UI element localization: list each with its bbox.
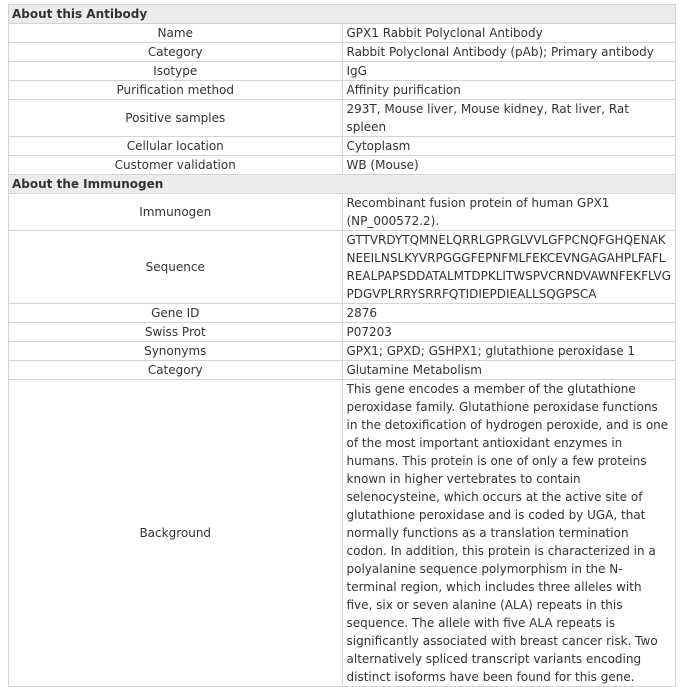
row-value: 2876: [342, 304, 676, 323]
table-row-positive-samples: [9, 100, 676, 137]
row-value: P07203: [342, 323, 676, 342]
product-info: [8, 4, 676, 687]
row-value: Rabbit Polyclonal Antibody (pAb); Primary antibody: [342, 43, 676, 62]
table-row-cellular-location: [9, 137, 676, 156]
table-row-background: [9, 380, 676, 687]
row-value: 293T, Mouse liver, Mouse kidney, Rat liver, Rat spleen: [342, 100, 676, 137]
row-value: This gene encodes a member of the glutathione peroxidase family. Glutathione peroxidase functions in the detoxification of hydrogen peroxide, and is one of the most important antioxidant enzymes in humans. This protein is one of only a few proteins known in higher vertebrates to contain selenocysteine, which occurs at the active site of glutathione peroxidase and is coded by UGA, that normally functions as a translation termination codon. In addition, this protein is characterized in a polyalanine sequence polymorphism in the N-terminal region, which includes three alleles with five, six or seven alanine (ALA) repeats in this sequence. The allele with five ALA repeats is significantly associated with breast cancer risk. Two alternatively spliced transcript variants encoding distinct isoforms have been found for this gene.: [342, 380, 676, 687]
section-header-immunogen: [9, 175, 676, 194]
row-label: Customer validation: [9, 156, 343, 175]
section-header-antibody: [9, 5, 676, 24]
info-table: [8, 4, 676, 687]
row-label: Gene ID: [9, 304, 343, 323]
table-row-swiss-prot: [9, 323, 676, 342]
row-value: Recombinant fusion protein of human GPX1 (NP_000572.2).: [342, 194, 676, 231]
table-row-immunogen-category: [9, 361, 676, 380]
row-value: IgG: [342, 62, 676, 81]
row-value: Affinity purification: [342, 81, 676, 100]
row-label: Category: [9, 361, 343, 380]
table-row-sequence: [9, 231, 676, 304]
row-label: Positive samples: [9, 100, 343, 137]
table-row-purification: [9, 81, 676, 100]
row-label: Cellular location: [9, 137, 343, 156]
table-row-synonyms: [9, 342, 676, 361]
row-value: Glutamine Metabolism: [342, 361, 676, 380]
section-title: About the Immunogen: [9, 175, 676, 194]
row-label: Isotype: [9, 62, 343, 81]
row-value: GPX1; GPXD; GSHPX1; glutathione peroxidase 1: [342, 342, 676, 361]
table-row-immunogen: [9, 194, 676, 231]
table-row-name: [9, 24, 676, 43]
row-value: GPX1 Rabbit Polyclonal Antibody: [342, 24, 676, 43]
row-label: Background: [9, 380, 343, 687]
table-row-category: [9, 43, 676, 62]
row-value: Cytoplasm: [342, 137, 676, 156]
row-label: Immunogen: [9, 194, 343, 231]
row-label: Swiss Prot: [9, 323, 343, 342]
table-row-gene-id: [9, 304, 676, 323]
row-label: Purification method: [9, 81, 343, 100]
row-value: WB (Mouse): [342, 156, 676, 175]
row-label: Sequence: [9, 231, 343, 304]
row-label: Synonyms: [9, 342, 343, 361]
row-label: Category: [9, 43, 343, 62]
table-row-isotype: [9, 62, 676, 81]
table-row-customer-validation: [9, 156, 676, 175]
section-title: About this Antibody: [9, 5, 676, 24]
row-value: GTTVRDYTQMNELQRRLGPRGLVVLGFPCNQFGHQENAKNEEILNSLKYVRPGGGFEPNFMLFEKCEVNGAGAHPLFAFLREALPAPSDDATALMTDPKLITWSPVCRNDVAWNFEKFLVGPDGVPLRRYSRRFQTIDIEPDIEALLSQGPSCA: [342, 231, 676, 304]
row-label: Name: [9, 24, 343, 43]
